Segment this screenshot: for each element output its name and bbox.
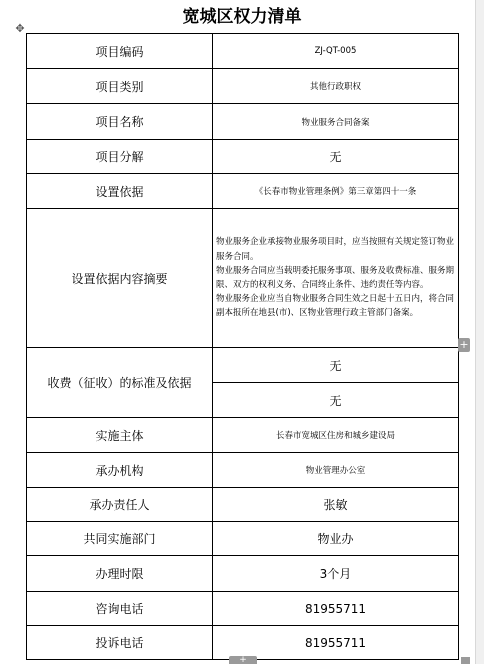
label-item-breakdown: 项目分解 (27, 140, 213, 174)
table-resize-handle[interactable] (461, 657, 470, 664)
document-title: 宽城区权力清单 (182, 7, 302, 27)
value-item-category: 其他行政职权 (213, 69, 459, 104)
value-item-name: 物业服务合同备案 (213, 104, 459, 140)
value-implementing-body: 长春市宽城区住房和城乡建设局 (213, 418, 459, 453)
table-row (27, 140, 459, 174)
label-complaint-phone: 投诉电话 (27, 626, 213, 660)
value-responsible-person: 张敏 (213, 488, 459, 522)
label-item-code: 项目编码 (27, 34, 213, 69)
summary-paragraph: 物业服务企业承接物业服务项目时，应当按照有关规定签订物业服务合同。 物业服务合同应当载明委托服务事项、服务及收费标准、服务期限、双方的权利义务、合同终止条件、违约责任等内容。 物业服务企业应当自物业服务合同生效之日起十五日内，将合同副本报所在地县(市)、区物业管理行政主管部门备案。 (216, 237, 455, 319)
label-implementing-body: 实施主体 (27, 418, 213, 453)
add-row-button[interactable]: + (229, 656, 257, 664)
value-legal-basis: 《长春市物业管理条例》第三章第四十一条 (213, 174, 459, 209)
value-inquiry-phone: 81955711 (213, 592, 459, 626)
label-item-category: 项目类别 (27, 69, 213, 104)
table-row (27, 34, 459, 69)
page-edge (475, 0, 484, 664)
value-item-code: ZJ-QT-005 (213, 34, 459, 69)
value-item-breakdown: 无 (213, 140, 459, 174)
label-item-name: 项目名称 (27, 104, 213, 140)
add-column-button[interactable]: + (459, 338, 469, 351)
table-row (27, 209, 459, 348)
table-move-handle-icon[interactable]: ✥ (15, 22, 25, 35)
table-row (27, 104, 459, 140)
label-time-limit: 办理时限 (27, 556, 213, 592)
value-basis-summary (213, 209, 459, 348)
label-inquiry-phone: 咨询电话 (27, 592, 213, 626)
label-fee-standard: 收费（征收）的标准及依据 (27, 348, 213, 418)
value-fee-standard-1: 无 (213, 348, 459, 383)
value-time-limit: 3个月 (213, 556, 459, 592)
table-row (27, 418, 459, 453)
table-row (27, 348, 459, 383)
value-complaint-phone: 81955711 (213, 626, 459, 660)
value-joint-department: 物业办 (213, 522, 459, 556)
value-handling-agency: 物业管理办公室 (213, 453, 459, 488)
value-fee-standard-2: 无 (213, 383, 459, 418)
table-row (27, 556, 459, 592)
table-row (27, 488, 459, 522)
table-row (27, 453, 459, 488)
table-row (27, 174, 459, 209)
label-legal-basis: 设置依据 (27, 174, 213, 209)
table-row (27, 69, 459, 104)
label-responsible-person: 承办责任人 (27, 488, 213, 522)
table-row (27, 522, 459, 556)
label-handling-agency: 承办机构 (27, 453, 213, 488)
label-joint-department: 共同实施部门 (27, 522, 213, 556)
label-basis-summary: 设置依据内容摘要 (27, 209, 213, 348)
table-row (27, 592, 459, 626)
power-list-table (26, 33, 459, 660)
